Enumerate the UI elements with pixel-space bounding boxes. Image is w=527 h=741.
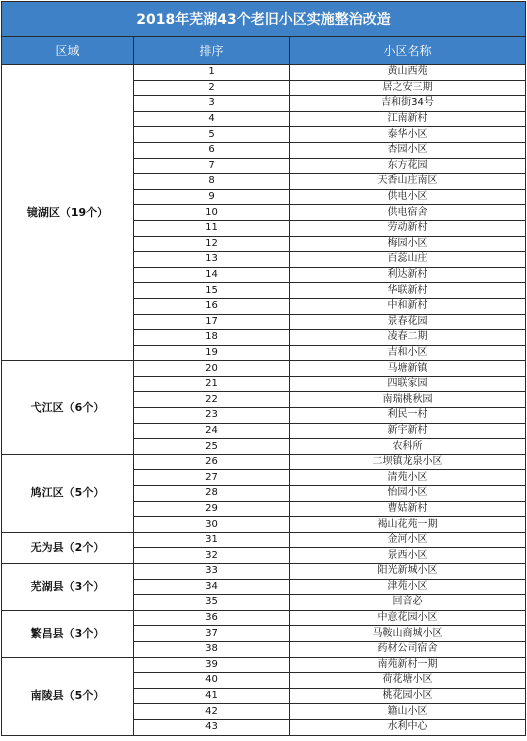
table-title: 2018年芜湖43个老旧小区实施整治改造: [2, 2, 526, 37]
community-name-cell: 景西小区: [290, 548, 526, 564]
rank-cell: 13: [134, 252, 290, 268]
community-name-cell: 百蕊山庄: [290, 252, 526, 268]
rank-cell: 43: [134, 719, 290, 735]
community-name-cell: 津苑小区: [290, 579, 526, 595]
community-name-cell: 泰华小区: [290, 127, 526, 143]
rank-cell: 15: [134, 283, 290, 299]
community-name-cell: 杏园小区: [290, 142, 526, 158]
community-name-cell: 吉和街34号: [290, 96, 526, 112]
community-name-cell: 东方花园: [290, 158, 526, 174]
rank-cell: 26: [134, 454, 290, 470]
community-name-cell: 籍山小区: [290, 704, 526, 720]
rank-cell: 11: [134, 220, 290, 236]
community-name-cell: 桃花园小区: [290, 688, 526, 704]
community-name-cell: 吉和小区: [290, 345, 526, 361]
community-name-cell: 曹姑新村: [290, 501, 526, 517]
community-name-cell: 褐山花苑一期: [290, 517, 526, 533]
rank-cell: 14: [134, 267, 290, 283]
rank-cell: 32: [134, 548, 290, 564]
community-name-cell: 南苑新村一期: [290, 657, 526, 673]
community-name-cell: 中和新村: [290, 298, 526, 314]
community-name-cell: 马鞍山商城小区: [290, 626, 526, 642]
rank-cell: 41: [134, 688, 290, 704]
rank-cell: 2: [134, 80, 290, 96]
rank-cell: 25: [134, 439, 290, 455]
district-cell: 弋江区（6个）: [2, 361, 134, 455]
rank-cell: 21: [134, 376, 290, 392]
rank-cell: 23: [134, 408, 290, 424]
community-name-cell: 新宇新村: [290, 423, 526, 439]
rank-cell: 34: [134, 579, 290, 595]
district-cell: 鸠江区（5个）: [2, 454, 134, 532]
community-name-cell: 供电宿舍: [290, 205, 526, 221]
rank-cell: 37: [134, 626, 290, 642]
rank-cell: 35: [134, 595, 290, 611]
rank-cell: 27: [134, 470, 290, 486]
rank-cell: 3: [134, 96, 290, 112]
community-name-cell: 农科所: [290, 439, 526, 455]
district-cell: 繁昌县（3个）: [2, 610, 134, 657]
table-row: [2, 610, 526, 626]
rank-cell: 6: [134, 142, 290, 158]
rank-cell: 8: [134, 174, 290, 190]
table-row: [2, 361, 526, 377]
header-district: 区域: [2, 37, 134, 65]
table-row: [2, 65, 526, 81]
community-name-cell: 黄山西苑: [290, 65, 526, 81]
community-name-cell: 江南新村: [290, 111, 526, 127]
table-row: [2, 564, 526, 580]
rank-cell: 17: [134, 314, 290, 330]
community-name-cell: 回音必: [290, 595, 526, 611]
community-name-cell: 药材公司宿舍: [290, 641, 526, 657]
rank-cell: 19: [134, 345, 290, 361]
community-name-cell: 天香山庄南区: [290, 174, 526, 190]
rank-cell: 40: [134, 673, 290, 689]
community-name-cell: 景春花园: [290, 314, 526, 330]
community-name-cell: 荷花塘小区: [290, 673, 526, 689]
community-name-cell: 中意花园小区: [290, 610, 526, 626]
rank-cell: 22: [134, 392, 290, 408]
community-name-cell: 华联新村: [290, 283, 526, 299]
rank-cell: 9: [134, 189, 290, 205]
community-name-cell: 金河小区: [290, 532, 526, 548]
rank-cell: 10: [134, 205, 290, 221]
rank-cell: 1: [134, 65, 290, 81]
table-body: [2, 65, 526, 736]
renovation-table: [1, 1, 526, 736]
rank-cell: 31: [134, 532, 290, 548]
rank-cell: 36: [134, 610, 290, 626]
community-name-cell: 劳动新村: [290, 220, 526, 236]
district-cell: 南陵县（5个）: [2, 657, 134, 735]
community-name-cell: 阳光新城小区: [290, 564, 526, 580]
rank-cell: 30: [134, 517, 290, 533]
rank-cell: 4: [134, 111, 290, 127]
community-name-cell: 利达新村: [290, 267, 526, 283]
rank-cell: 29: [134, 501, 290, 517]
district-cell: 镜湖区（19个）: [2, 65, 134, 361]
renovation-table-sheet: [1, 1, 525, 736]
community-name-cell: 南瑞桃秋园: [290, 392, 526, 408]
community-name-cell: 水利中心: [290, 719, 526, 735]
rank-cell: 28: [134, 486, 290, 502]
table-row: [2, 454, 526, 470]
community-name-cell: 清苑小区: [290, 470, 526, 486]
rank-cell: 42: [134, 704, 290, 720]
rank-cell: 33: [134, 564, 290, 580]
community-name-cell: 马塘新镇: [290, 361, 526, 377]
community-name-cell: 利民一村: [290, 408, 526, 424]
table-row: [2, 532, 526, 548]
community-name-cell: 四联家园: [290, 376, 526, 392]
rank-cell: 39: [134, 657, 290, 673]
district-cell: 无为县（2个）: [2, 532, 134, 563]
community-name-cell: 怡园小区: [290, 486, 526, 502]
community-name-cell: 二坝镇龙泉小区: [290, 454, 526, 470]
rank-cell: 16: [134, 298, 290, 314]
community-name-cell: 梅园小区: [290, 236, 526, 252]
rank-cell: 20: [134, 361, 290, 377]
district-cell: 芜湖县（3个）: [2, 564, 134, 611]
rank-cell: 12: [134, 236, 290, 252]
rank-cell: 7: [134, 158, 290, 174]
community-name-cell: 供电小区: [290, 189, 526, 205]
community-name-cell: 凌春二期: [290, 330, 526, 346]
header-rank: 排序: [134, 37, 290, 65]
rank-cell: 18: [134, 330, 290, 346]
community-name-cell: 居之安三期: [290, 80, 526, 96]
header-name: 小区名称: [290, 37, 526, 65]
rank-cell: 38: [134, 641, 290, 657]
rank-cell: 5: [134, 127, 290, 143]
table-row: [2, 657, 526, 673]
rank-cell: 24: [134, 423, 290, 439]
